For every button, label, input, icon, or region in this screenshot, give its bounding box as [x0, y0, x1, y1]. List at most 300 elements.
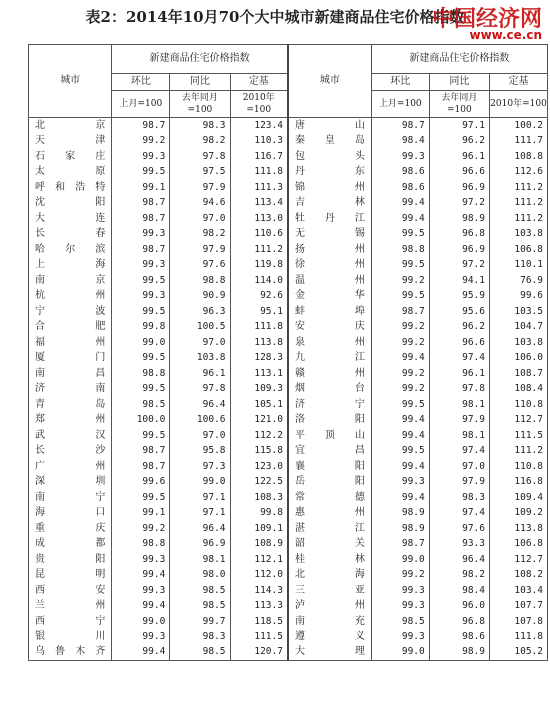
cell-yoy-right: 97.4 — [429, 350, 489, 365]
cell-city-right: 泸 州 — [288, 598, 371, 613]
cell-mom-left: 99.8 — [112, 319, 170, 334]
cell-city-right: 南 充 — [288, 614, 371, 629]
group-header-right: 新建商品住宅价格指数 — [371, 45, 547, 74]
cell-city-left: 深 圳 — [29, 474, 112, 489]
cell-city-right: 惠 州 — [288, 505, 371, 520]
cell-mom-left: 99.4 — [112, 644, 170, 660]
table-row — [29, 459, 548, 474]
cell-base-left: 123.0 — [230, 459, 288, 474]
cell-base-left: 111.8 — [230, 164, 288, 179]
table-row — [29, 118, 548, 134]
unit-mom-right: 上月=100 — [371, 91, 429, 118]
cell-mom-left: 98.5 — [112, 397, 170, 412]
cell-base-left: 111.5 — [230, 629, 288, 644]
cell-mom-right: 98.5 — [371, 614, 429, 629]
cell-mom-left: 99.5 — [112, 428, 170, 443]
cell-mom-right: 99.0 — [371, 552, 429, 567]
cell-base-right: 113.8 — [489, 521, 547, 536]
cell-base-left: 110.6 — [230, 226, 288, 241]
cell-mom-left: 98.8 — [112, 366, 170, 381]
cell-mom-left: 99.5 — [112, 381, 170, 396]
cell-yoy-left: 97.8 — [170, 149, 230, 164]
cell-mom-right: 98.6 — [371, 180, 429, 195]
unit-base-right: 2010年=100 — [489, 91, 547, 118]
cell-yoy-right: 98.1 — [429, 397, 489, 412]
cell-base-left: 119.8 — [230, 257, 288, 272]
cell-city-right: 安 庆 — [288, 319, 371, 334]
cell-mom-right: 98.6 — [371, 164, 429, 179]
cell-mom-right: 99.3 — [371, 583, 429, 598]
cell-base-right: 112.6 — [489, 164, 547, 179]
cell-yoy-left: 96.4 — [170, 521, 230, 536]
city-header-right: 城市 — [288, 45, 371, 118]
cell-city-left: 北 京 — [29, 118, 112, 134]
cell-base-right: 110.8 — [489, 459, 547, 474]
table-row — [29, 552, 548, 567]
cell-city-right: 宜 昌 — [288, 443, 371, 458]
cell-base-left: 108.9 — [230, 536, 288, 551]
table-row — [29, 288, 548, 303]
cell-base-left: 122.5 — [230, 474, 288, 489]
cell-mom-right: 99.4 — [371, 211, 429, 226]
cell-mom-right: 98.7 — [371, 304, 429, 319]
cell-city-right: 北 海 — [288, 567, 371, 582]
cell-base-right: 111.2 — [489, 211, 547, 226]
cell-yoy-right: 96.2 — [429, 133, 489, 148]
cell-base-right: 111.5 — [489, 428, 547, 443]
cell-base-left: 105.1 — [230, 397, 288, 412]
cell-yoy-left: 98.3 — [170, 629, 230, 644]
col-base-left: 定基 — [230, 74, 288, 91]
table-row — [29, 149, 548, 164]
cell-mom-left: 99.4 — [112, 567, 170, 582]
cell-mom-right: 98.4 — [371, 133, 429, 148]
table-row — [29, 335, 548, 350]
cell-yoy-right: 97.4 — [429, 505, 489, 520]
cell-city-right: 赣 州 — [288, 366, 371, 381]
unit-mom-left: 上月=100 — [112, 91, 170, 118]
table-row — [29, 428, 548, 443]
cell-mom-right: 99.2 — [371, 381, 429, 396]
cell-mom-right: 99.4 — [371, 428, 429, 443]
cell-city-right: 大 理 — [288, 644, 371, 660]
price-index-table — [28, 44, 548, 661]
cell-mom-right: 99.4 — [371, 195, 429, 210]
cell-base-left: 110.3 — [230, 133, 288, 148]
cell-city-left: 银 川 — [29, 629, 112, 644]
cell-mom-left: 99.3 — [112, 288, 170, 303]
cell-mom-left: 99.5 — [112, 490, 170, 505]
cell-base-right: 109.4 — [489, 490, 547, 505]
cell-city-left: 呼和浩特 — [29, 180, 112, 195]
cell-city-right: 金 华 — [288, 288, 371, 303]
cell-base-left: 121.0 — [230, 412, 288, 427]
table-row — [29, 614, 548, 629]
cell-base-left: 123.4 — [230, 118, 288, 134]
cell-base-right: 111.8 — [489, 629, 547, 644]
cell-mom-right: 99.2 — [371, 366, 429, 381]
cell-yoy-right: 97.0 — [429, 459, 489, 474]
cell-mom-right: 99.0 — [371, 644, 429, 660]
cell-city-right: 扬 州 — [288, 242, 371, 257]
cell-base-right: 109.2 — [489, 505, 547, 520]
cell-city-right: 平顶山 — [288, 428, 371, 443]
cell-city-left: 南 昌 — [29, 366, 112, 381]
cell-yoy-right: 97.9 — [429, 474, 489, 489]
cell-mom-left: 99.3 — [112, 583, 170, 598]
watermark-logo: 中国经济网 — [431, 6, 542, 32]
table-row — [29, 629, 548, 644]
cell-city-right: 无 锡 — [288, 226, 371, 241]
cell-mom-left: 98.7 — [112, 459, 170, 474]
cell-base-left: 99.8 — [230, 505, 288, 520]
cell-city-left: 广 州 — [29, 459, 112, 474]
cell-mom-right: 98.9 — [371, 505, 429, 520]
table-row — [29, 273, 548, 288]
cell-mom-right: 99.2 — [371, 273, 429, 288]
col-base-right: 定基 — [489, 74, 547, 91]
table-row — [29, 443, 548, 458]
cell-city-right: 徐 州 — [288, 257, 371, 272]
cell-yoy-left: 98.1 — [170, 552, 230, 567]
cell-yoy-left: 96.4 — [170, 397, 230, 412]
cell-yoy-right: 96.1 — [429, 149, 489, 164]
cell-yoy-right: 96.6 — [429, 335, 489, 350]
cell-mom-left: 99.5 — [112, 350, 170, 365]
cell-city-left: 乌鲁木齐 — [29, 644, 112, 660]
cell-city-right: 九 江 — [288, 350, 371, 365]
cell-yoy-right: 96.4 — [429, 552, 489, 567]
cell-mom-left: 99.3 — [112, 629, 170, 644]
cell-base-left: 113.8 — [230, 335, 288, 350]
cell-base-right: 110.8 — [489, 397, 547, 412]
cell-base-right: 112.7 — [489, 552, 547, 567]
table-row — [29, 350, 548, 365]
cell-mom-left: 99.5 — [112, 273, 170, 288]
cell-yoy-left: 96.3 — [170, 304, 230, 319]
table-row — [29, 133, 548, 148]
cell-city-left: 长 春 — [29, 226, 112, 241]
cell-mom-right: 99.4 — [371, 459, 429, 474]
table-row — [29, 195, 548, 210]
cell-city-left: 贵 阳 — [29, 552, 112, 567]
cell-base-right: 76.9 — [489, 273, 547, 288]
cell-city-left: 成 都 — [29, 536, 112, 551]
cell-yoy-right: 98.2 — [429, 567, 489, 582]
cell-city-right: 包 头 — [288, 149, 371, 164]
cell-base-left: 128.3 — [230, 350, 288, 365]
cell-yoy-left: 95.8 — [170, 443, 230, 458]
city-header-left: 城市 — [29, 45, 112, 118]
cell-yoy-right: 96.1 — [429, 366, 489, 381]
cell-base-left: 113.1 — [230, 366, 288, 381]
cell-city-right: 常 德 — [288, 490, 371, 505]
cell-mom-left: 99.6 — [112, 474, 170, 489]
cell-base-left: 112.0 — [230, 567, 288, 582]
table-row — [29, 567, 548, 582]
table-row — [29, 490, 548, 505]
cell-base-left: 109.1 — [230, 521, 288, 536]
cell-base-right: 103.8 — [489, 226, 547, 241]
page-title: 表2：2014年10月70个大中城市新建商品住宅价格指数 — [85, 8, 465, 26]
cell-city-left: 武 汉 — [29, 428, 112, 443]
cell-yoy-left: 97.3 — [170, 459, 230, 474]
cell-yoy-right: 96.8 — [429, 226, 489, 241]
cell-base-left: 112.2 — [230, 428, 288, 443]
cell-mom-right: 98.7 — [371, 536, 429, 551]
cell-mom-left: 99.3 — [112, 552, 170, 567]
cell-city-right: 唐 山 — [288, 118, 371, 134]
cell-city-left: 杭 州 — [29, 288, 112, 303]
cell-yoy-right: 95.6 — [429, 304, 489, 319]
cell-yoy-right: 97.2 — [429, 195, 489, 210]
cell-yoy-left: 97.1 — [170, 490, 230, 505]
cell-yoy-left: 90.9 — [170, 288, 230, 303]
cell-mom-right: 99.2 — [371, 319, 429, 334]
cell-city-left: 南 京 — [29, 273, 112, 288]
cell-base-left: 120.7 — [230, 644, 288, 660]
table-row — [29, 521, 548, 536]
table-row — [29, 598, 548, 613]
cell-city-right: 泉 州 — [288, 335, 371, 350]
unit-base-left: 2010年=100 — [230, 91, 288, 118]
cell-city-left: 大 连 — [29, 211, 112, 226]
cell-mom-right: 99.3 — [371, 629, 429, 644]
cell-yoy-right: 95.9 — [429, 288, 489, 303]
cell-base-right: 112.7 — [489, 412, 547, 427]
cell-city-left: 沈 阳 — [29, 195, 112, 210]
cell-yoy-right: 97.6 — [429, 521, 489, 536]
table-row — [29, 257, 548, 272]
cell-base-right: 103.5 — [489, 304, 547, 319]
cell-base-right: 106.8 — [489, 536, 547, 551]
cell-city-right: 锦 州 — [288, 180, 371, 195]
cell-mom-left: 99.3 — [112, 257, 170, 272]
cell-base-right: 107.7 — [489, 598, 547, 613]
cell-mom-right: 99.5 — [371, 288, 429, 303]
cell-yoy-right: 98.9 — [429, 644, 489, 660]
cell-yoy-left: 97.6 — [170, 257, 230, 272]
cell-base-left: 116.7 — [230, 149, 288, 164]
cell-base-left: 115.8 — [230, 443, 288, 458]
cell-base-right: 110.1 — [489, 257, 547, 272]
cell-yoy-left: 96.1 — [170, 366, 230, 381]
table-row — [29, 366, 548, 381]
unit-yoy-left: 去年同月=100 — [170, 91, 230, 118]
cell-base-left: 111.8 — [230, 319, 288, 334]
cell-yoy-right: 97.4 — [429, 443, 489, 458]
cell-mom-left: 99.3 — [112, 149, 170, 164]
cell-base-right: 100.2 — [489, 118, 547, 134]
table-row — [29, 164, 548, 179]
cell-base-left: 95.1 — [230, 304, 288, 319]
cell-base-left: 113.4 — [230, 195, 288, 210]
cell-city-right: 桂 林 — [288, 552, 371, 567]
cell-mom-right: 99.4 — [371, 350, 429, 365]
cell-city-right: 吉 林 — [288, 195, 371, 210]
col-yoy-right: 同比 — [429, 74, 489, 91]
cell-yoy-right: 98.4 — [429, 583, 489, 598]
cell-city-left: 宁 波 — [29, 304, 112, 319]
cell-mom-left: 99.5 — [112, 304, 170, 319]
cell-mom-right: 99.5 — [371, 257, 429, 272]
cell-mom-right: 98.8 — [371, 242, 429, 257]
cell-city-left: 昆 明 — [29, 567, 112, 582]
cell-base-right: 108.4 — [489, 381, 547, 396]
cell-city-right: 三 亚 — [288, 583, 371, 598]
cell-city-right: 丹 东 — [288, 164, 371, 179]
cell-yoy-left: 97.0 — [170, 428, 230, 443]
cell-yoy-right: 97.1 — [429, 118, 489, 134]
table-row — [29, 381, 548, 396]
cell-city-left: 重 庆 — [29, 521, 112, 536]
cell-yoy-left: 103.8 — [170, 350, 230, 365]
cell-city-left: 海 口 — [29, 505, 112, 520]
cell-city-right: 温 州 — [288, 273, 371, 288]
cell-city-right: 牡丹江 — [288, 211, 371, 226]
cell-mom-right: 99.3 — [371, 149, 429, 164]
cell-base-right: 108.2 — [489, 567, 547, 582]
table-row — [29, 226, 548, 241]
cell-city-left: 上 海 — [29, 257, 112, 272]
cell-yoy-left: 98.5 — [170, 598, 230, 613]
cell-city-left: 哈尔滨 — [29, 242, 112, 257]
cell-yoy-right: 97.9 — [429, 412, 489, 427]
cell-mom-right: 99.5 — [371, 443, 429, 458]
cell-yoy-left: 99.7 — [170, 614, 230, 629]
cell-yoy-right: 98.9 — [429, 211, 489, 226]
cell-yoy-left: 97.0 — [170, 335, 230, 350]
table-row — [29, 180, 548, 195]
cell-mom-right: 98.7 — [371, 118, 429, 134]
cell-mom-left: 99.2 — [112, 521, 170, 536]
cell-mom-left: 98.7 — [112, 211, 170, 226]
cell-city-right: 济 宁 — [288, 397, 371, 412]
cell-base-right: 111.2 — [489, 180, 547, 195]
cell-base-right: 111.7 — [489, 133, 547, 148]
cell-city-right: 湛 江 — [288, 521, 371, 536]
table-row — [29, 536, 548, 551]
cell-mom-left: 99.0 — [112, 335, 170, 350]
cell-yoy-left: 98.0 — [170, 567, 230, 582]
cell-mom-left: 98.8 — [112, 536, 170, 551]
cell-city-left: 天 津 — [29, 133, 112, 148]
cell-base-right: 111.2 — [489, 195, 547, 210]
unit-yoy-right: 去年同月=100 — [429, 91, 489, 118]
cell-mom-left: 99.4 — [112, 598, 170, 613]
cell-base-left: 114.3 — [230, 583, 288, 598]
cell-base-left: 111.2 — [230, 242, 288, 257]
col-mom-right: 环比 — [371, 74, 429, 91]
cell-city-left: 西 安 — [29, 583, 112, 598]
cell-mom-right: 99.3 — [371, 474, 429, 489]
col-mom-left: 环比 — [112, 74, 170, 91]
cell-city-left: 济 南 — [29, 381, 112, 396]
cell-yoy-left: 100.5 — [170, 319, 230, 334]
cell-base-right: 116.8 — [489, 474, 547, 489]
cell-city-left: 兰 州 — [29, 598, 112, 613]
cell-yoy-left: 97.9 — [170, 180, 230, 195]
cell-base-left: 108.3 — [230, 490, 288, 505]
cell-yoy-right: 97.8 — [429, 381, 489, 396]
col-yoy-left: 同比 — [170, 74, 230, 91]
table-row — [29, 474, 548, 489]
table-row — [29, 505, 548, 520]
cell-city-right: 烟 台 — [288, 381, 371, 396]
cell-city-left: 合 肥 — [29, 319, 112, 334]
cell-yoy-right: 96.9 — [429, 242, 489, 257]
cell-base-right: 103.4 — [489, 583, 547, 598]
cell-yoy-left: 98.2 — [170, 226, 230, 241]
table-row — [29, 583, 548, 598]
cell-city-right: 洛 阳 — [288, 412, 371, 427]
cell-city-left: 南 宁 — [29, 490, 112, 505]
cell-city-left: 青 岛 — [29, 397, 112, 412]
cell-city-right: 遵 义 — [288, 629, 371, 644]
cell-yoy-right: 96.6 — [429, 164, 489, 179]
cell-base-left: 113.3 — [230, 598, 288, 613]
table-row — [29, 242, 548, 257]
cell-yoy-left: 97.5 — [170, 164, 230, 179]
cell-mom-right: 99.3 — [371, 598, 429, 613]
cell-base-right: 106.8 — [489, 242, 547, 257]
cell-yoy-right: 97.2 — [429, 257, 489, 272]
cell-base-left: 118.5 — [230, 614, 288, 629]
cell-yoy-right: 96.9 — [429, 180, 489, 195]
cell-yoy-left: 100.6 — [170, 412, 230, 427]
cell-base-left: 114.0 — [230, 273, 288, 288]
cell-mom-left: 99.3 — [112, 226, 170, 241]
cell-mom-right: 99.5 — [371, 226, 429, 241]
cell-base-right: 106.0 — [489, 350, 547, 365]
watermark-url: www.ce.cn — [469, 28, 542, 42]
cell-yoy-left: 97.9 — [170, 242, 230, 257]
cell-yoy-right: 93.3 — [429, 536, 489, 551]
cell-city-left: 太 原 — [29, 164, 112, 179]
cell-base-left: 111.3 — [230, 180, 288, 195]
cell-yoy-right: 98.6 — [429, 629, 489, 644]
table-row — [29, 304, 548, 319]
cell-mom-left: 99.1 — [112, 505, 170, 520]
cell-city-left: 长 沙 — [29, 443, 112, 458]
cell-base-right: 99.6 — [489, 288, 547, 303]
cell-mom-left: 98.7 — [112, 195, 170, 210]
cell-mom-left: 99.0 — [112, 614, 170, 629]
cell-yoy-left: 96.9 — [170, 536, 230, 551]
cell-city-right: 襄 阳 — [288, 459, 371, 474]
cell-base-right: 108.8 — [489, 149, 547, 164]
table-row — [29, 412, 548, 427]
cell-base-right: 107.8 — [489, 614, 547, 629]
cell-mom-left: 98.7 — [112, 242, 170, 257]
cell-base-left: 112.1 — [230, 552, 288, 567]
cell-yoy-right: 96.0 — [429, 598, 489, 613]
cell-mom-left: 99.1 — [112, 180, 170, 195]
cell-city-right: 蚌 埠 — [288, 304, 371, 319]
cell-mom-right: 99.4 — [371, 412, 429, 427]
table-row — [29, 319, 548, 334]
cell-yoy-right: 98.1 — [429, 428, 489, 443]
cell-yoy-right: 96.2 — [429, 319, 489, 334]
cell-yoy-right: 98.3 — [429, 490, 489, 505]
cell-mom-right: 99.4 — [371, 490, 429, 505]
cell-mom-left: 99.5 — [112, 164, 170, 179]
cell-yoy-left: 98.2 — [170, 133, 230, 148]
cell-base-right: 111.2 — [489, 443, 547, 458]
cell-mom-right: 98.9 — [371, 521, 429, 536]
table-row — [29, 397, 548, 412]
cell-city-left: 厦 门 — [29, 350, 112, 365]
